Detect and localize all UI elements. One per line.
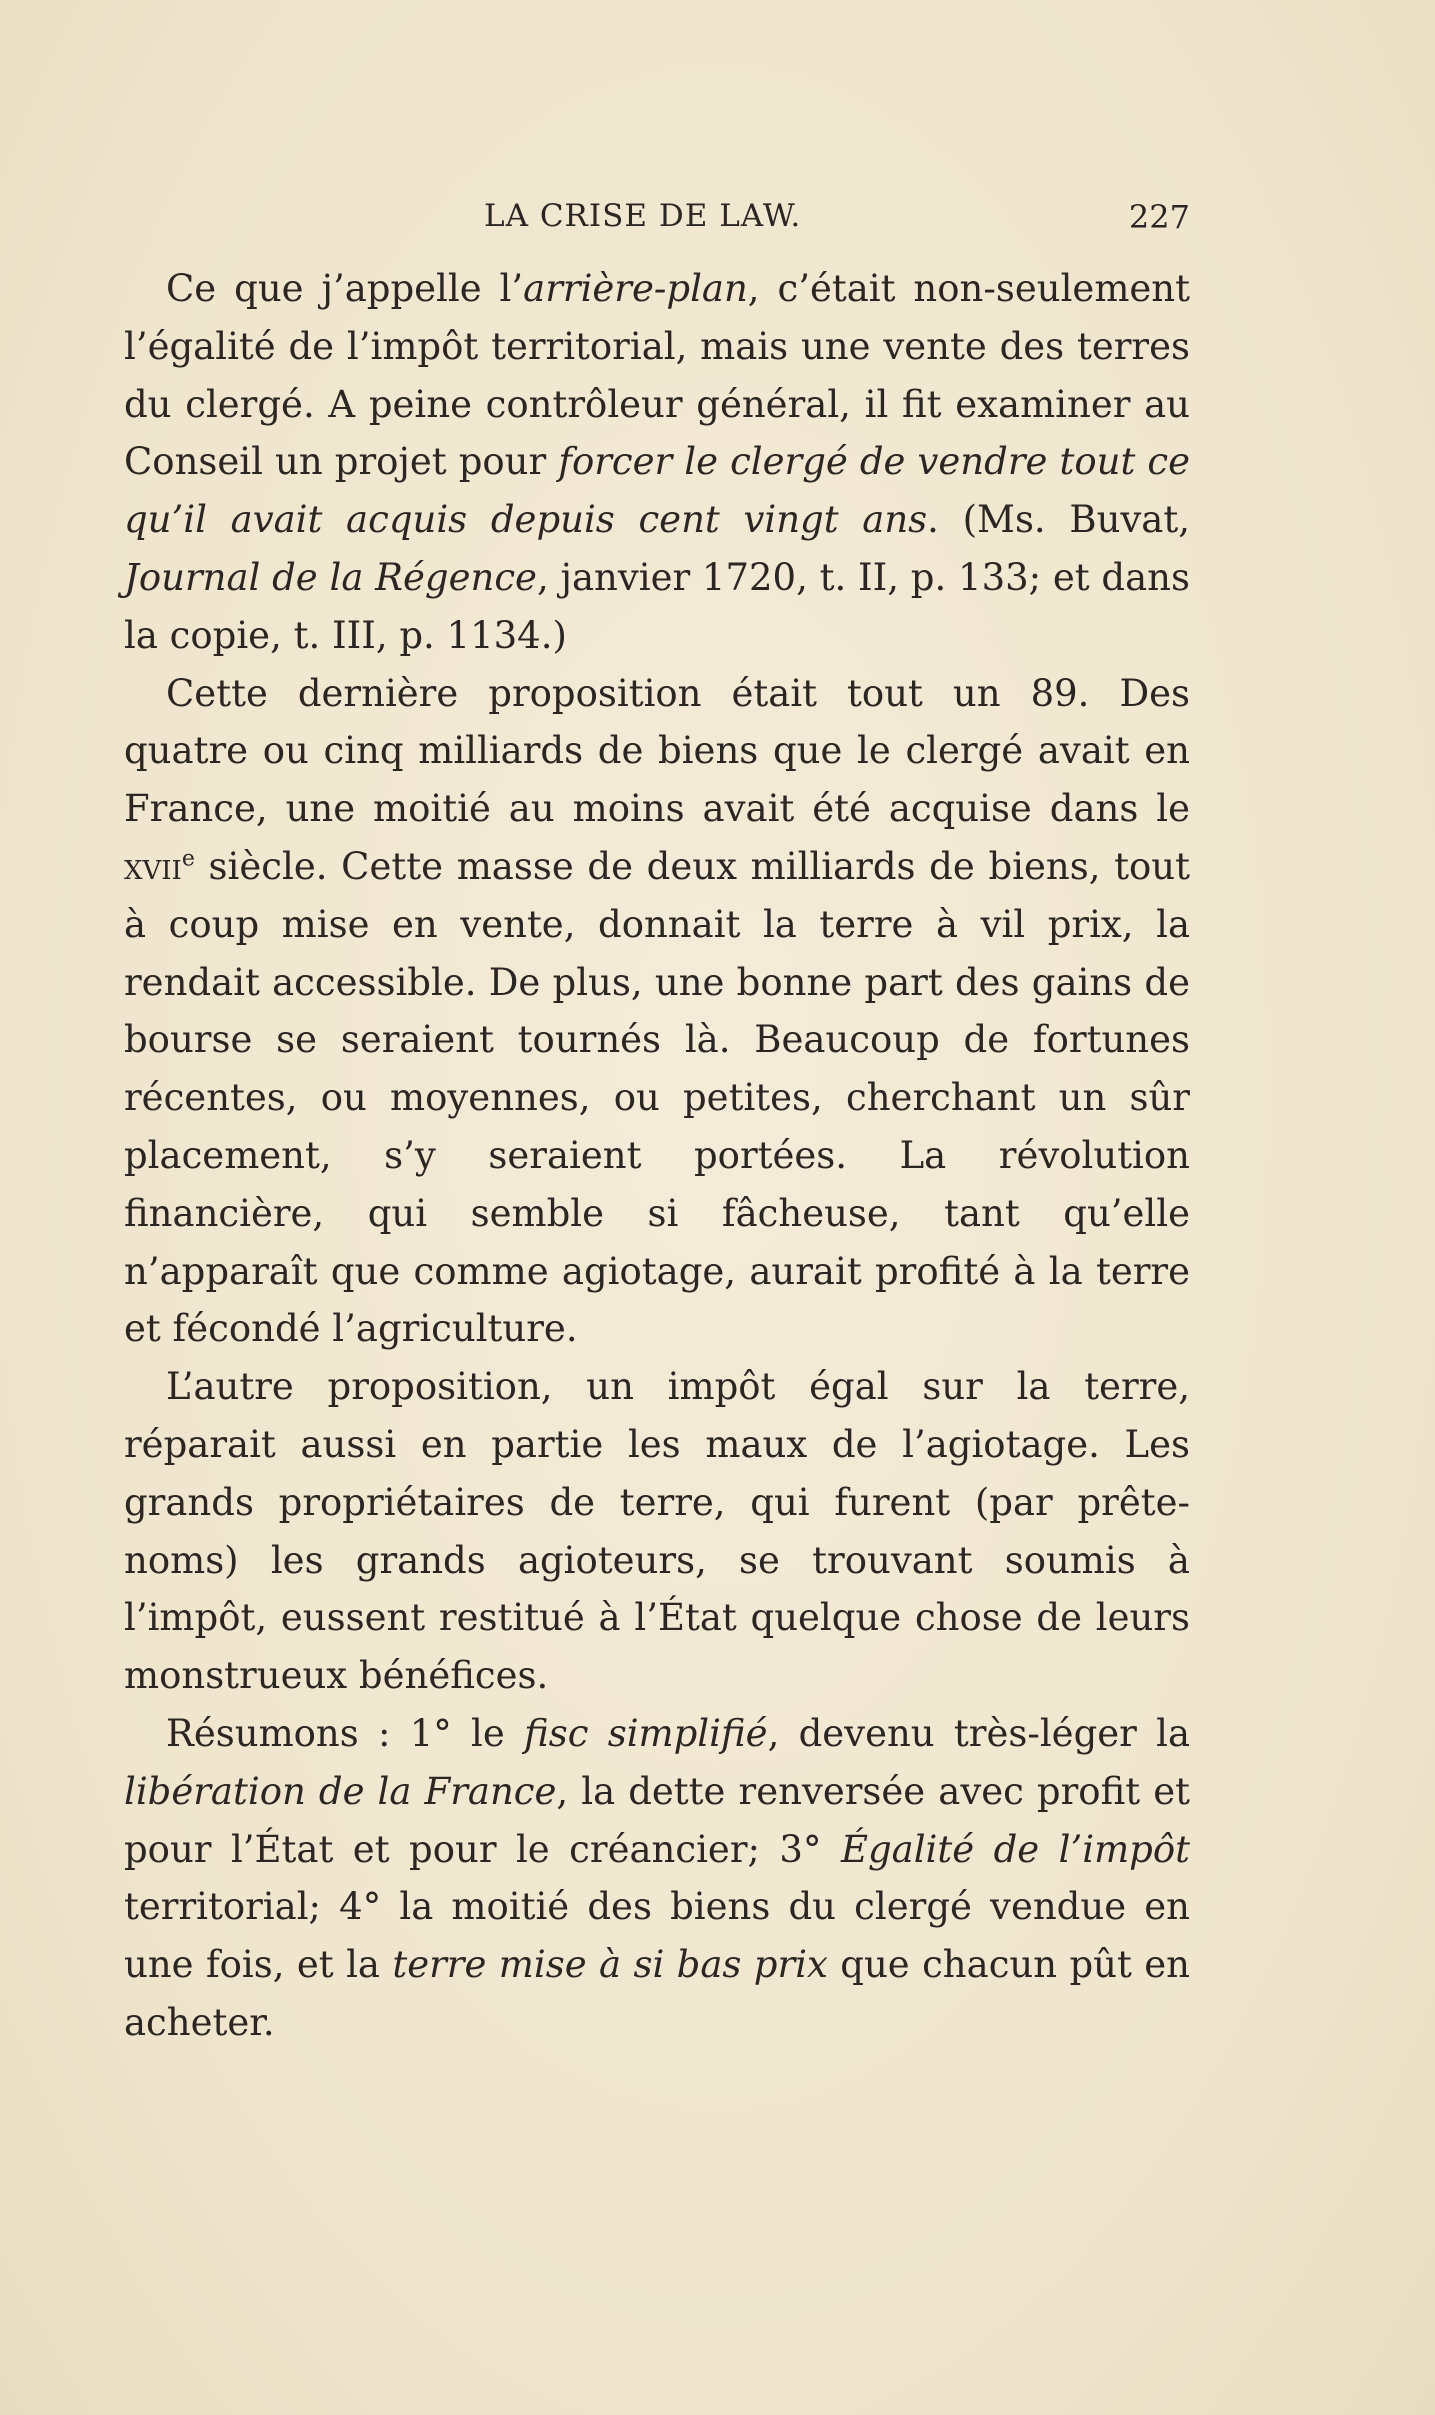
- text-segment: . (Ms. Buvat,: [927, 498, 1190, 542]
- italic-text-segment: arrière-plan: [523, 267, 748, 310]
- text-segment: territorial; 4° la moitié des biens du clergé vendue en une fois, et la: [124, 1885, 1190, 1987]
- text-segment: Cette dernière proposition était tout un 89. Des quatre ou cinq milliards de biens que le clergé avait en France, une moitié au moins avait été acquise dans le: [124, 671, 1190, 831]
- page-header: [124, 198, 1190, 248]
- italic-text-segment: Égalité de l’impôt: [840, 1827, 1190, 1871]
- text-segment: , devenu très-léger la: [767, 1711, 1190, 1755]
- italic-text-segment: fisc simplifié: [524, 1711, 768, 1755]
- italic-text-segment: libération de la France: [124, 1769, 557, 1813]
- paragraph-3: [124, 1358, 1190, 1705]
- text-segment: Résumons : 1° le: [166, 1711, 525, 1755]
- italic-text-segment: terre mise à si bas prix: [392, 1943, 828, 1987]
- text-segment: , la dette renversée avec profit et pour l’État et pour le créancier; 3°: [124, 1769, 1190, 1871]
- italic-text-segment: Journal de la Régence: [124, 555, 537, 599]
- text-segment: e: [181, 846, 195, 872]
- paragraph-1: [124, 260, 1190, 665]
- text-segment: xvii: [124, 844, 182, 888]
- body-text: [124, 260, 1190, 2052]
- text-segment: Ce que j’appelle l’: [166, 267, 524, 310]
- running-head: LA CRISE DE LAW.: [484, 198, 802, 234]
- text-segment: siècle. Cette masse de deux milliards de biens, tout à coup mise en vente, donnait la terre à vil prix, la rendait accessible. De plus, une bonne part des gains de bourse se seraient tournés là. Beaucoup de fortunes récentes, ou moyennes, ou petites, cherchant un sûr placement, s’y seraient portées. La révolution financière, qui semble si fâcheuse, tant qu’elle n’apparaît que comme agiotage, aurait profité à la terre et fécondé l’agriculture.: [124, 844, 1190, 1351]
- text-segment: L’autre proposition, un impôt égal sur la terre, réparait aussi en partie les maux de l’agiotage. Les grands propriétaires de terre, qui furent (par prête-noms) les grands agioteurs, se trouvant soumis à l’impôt, eussent restitué à l’État quelque chose de leurs monstrueux bénéfices.: [124, 1365, 1190, 1698]
- page-number: 227: [1128, 198, 1190, 236]
- italic-text-segment: forcer le clergé de vendre tout ce qu’il avait acquis depuis cent vingt ans: [124, 440, 1190, 542]
- paragraph-2: [124, 665, 1190, 1359]
- text-segment: , janvier 1720, t. II, p. 133; et dans la copie, t. III, p. 1134.): [124, 555, 1190, 657]
- text-segment: , c’était non-seulement l’égalité de l’impôt territorial, mais une vente des terres du clergé. A peine contrôleur général, il fit examiner au Conseil un projet pour: [124, 267, 1190, 484]
- paragraph-4: [124, 1705, 1190, 2052]
- text-segment: que chacun pût en acheter.: [124, 1943, 1190, 2044]
